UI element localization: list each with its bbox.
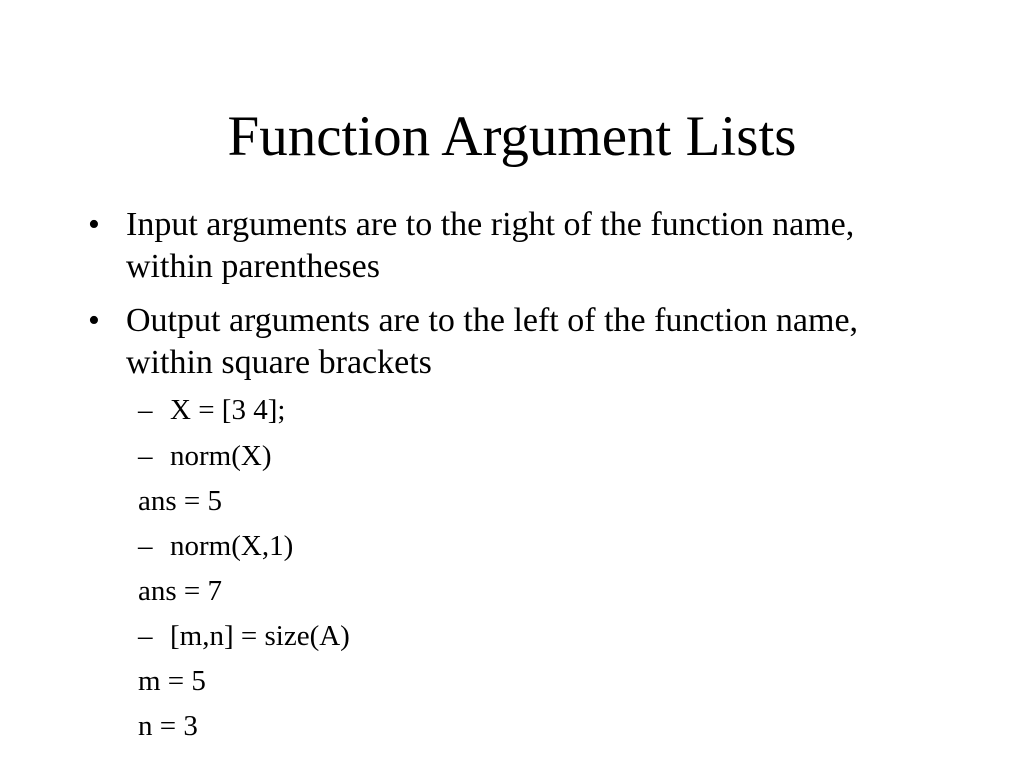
dash-marker: –	[138, 394, 153, 426]
bullet-marker: •	[88, 302, 100, 339]
dash-marker: –	[138, 530, 153, 562]
output-line: ans = 5	[138, 485, 223, 517]
code-line	[138, 529, 293, 563]
code-text: norm(X,1)	[170, 530, 294, 562]
code-text: [m,n] = size(A)	[170, 620, 350, 652]
code-line	[138, 393, 285, 427]
code-line	[138, 439, 271, 473]
bullet-input-arguments	[88, 204, 908, 288]
code-text: X = [3 4];	[170, 394, 286, 426]
dash-marker: –	[138, 440, 153, 472]
bullet-text: Output arguments are to the left of the function name, within square brackets	[126, 302, 859, 381]
code-text: norm(X)	[170, 440, 272, 472]
bullet-output-arguments	[88, 300, 908, 384]
bullet-text: Input arguments are to the right of the function name, within parentheses	[126, 206, 855, 285]
slide-title: Function Argument Lists	[227, 105, 797, 168]
dash-marker: –	[138, 620, 153, 652]
code-line	[138, 619, 350, 653]
output-line: n = 3	[138, 710, 198, 742]
output-line: m = 5	[138, 665, 206, 697]
output-line: ans = 7	[138, 575, 223, 607]
bullet-marker: •	[88, 206, 100, 243]
